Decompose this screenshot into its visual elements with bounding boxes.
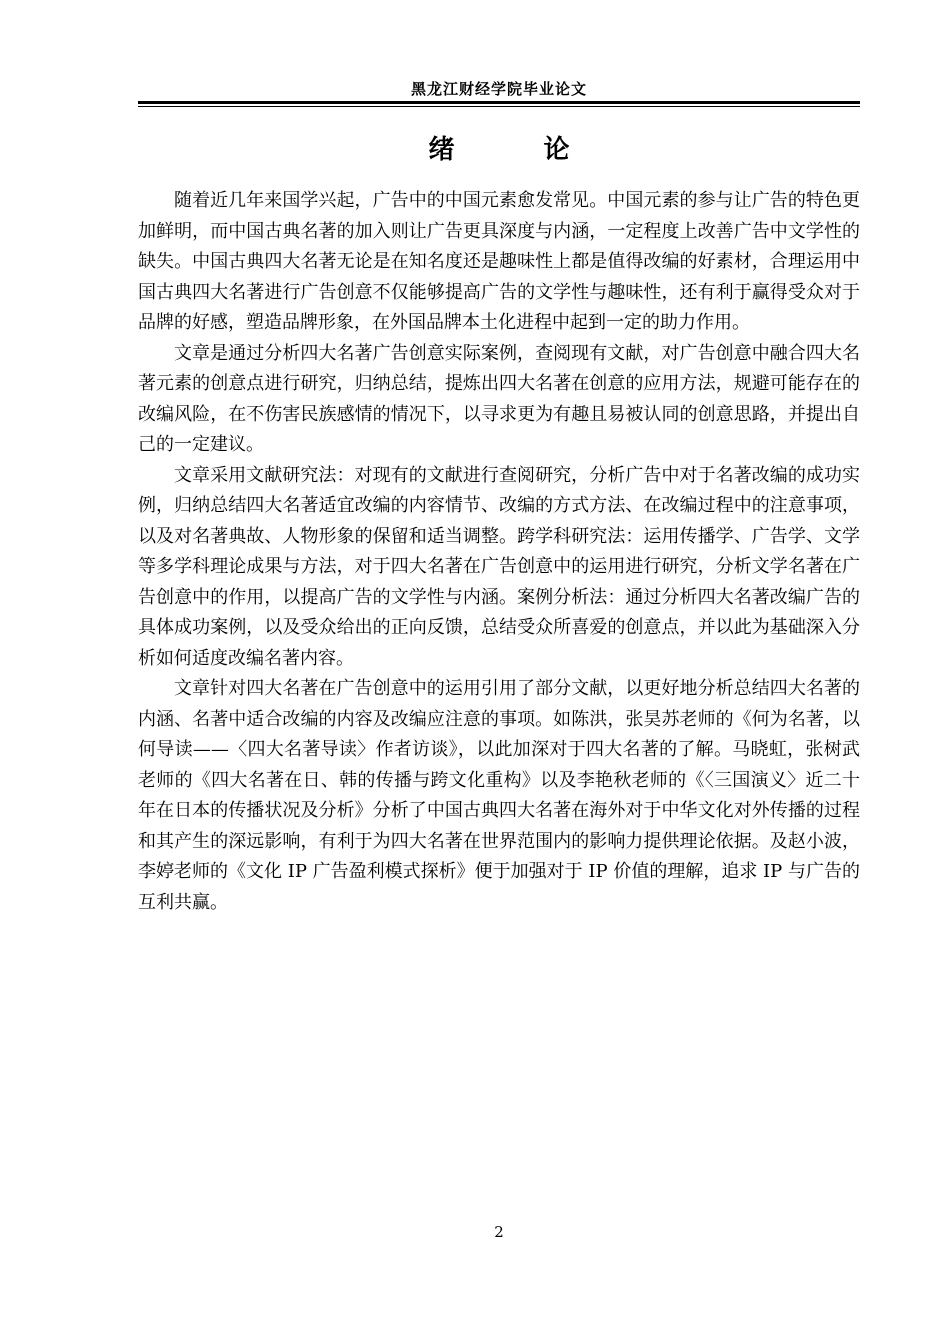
page-number: 2 (494, 1223, 504, 1241)
header-rule-thick (138, 101, 860, 104)
paragraph-3: 文章采用文献研究法：对现有的文献进行查阅研究，分析广告中对于名著改编的成功实例，归纳总结四大名著适宜改编的内容情节、改编的方式方法、在改编过程中的注意事项，以及对名著典故、人物形象的保留和适当调整。跨学科研究法：运用传播学、广告学、文学等多学科理论成果与方法，对于四大名著在广告创意中的运用进行研究，分析文学名著在广告创意中的作用，以提高广告的文学性与内涵。案例分析法：通过分析四大名著改编广告的具体成功案例，以及受众给出的正向反馈，总结受众所喜爱的创意点，并以此为基础深入分析如何适度改编名著内容。 (138, 464, 860, 669)
header-rule-thin (138, 106, 860, 107)
body-text (138, 186, 860, 918)
paragraph-4: 文章针对四大名著在广告创意中的运用引用了部分文献，以更好地分析总结四大名著的内涵、名著中适合改编的内容及改编应注意的事项。如陈洪，张昊苏老师的《何为名著，以何导读——〈四大名著导读〉作者访谈》，以此加深对于四大名著的了解。马晓虹，张树武老师的《四大名著在日、韩的传播与跨文化重构》以及李艳秋老师的《〈三国演义〉近二十年在日本的传播状况及分析》分析了中国古典四大名著在海外对于中华文化对外传播的过程和其产生的深远影响，有利于为四大名著在世界范围内的影响力提供理论依据。及赵小波，李婷老师的《文化 IP 广告盈利模式探析》便于加强对于 IP 价值的理解，追求 IP 与广告的互利共赢。 (138, 678, 860, 913)
paragraph-1: 随着近几年来国学兴起，广告中的中国元素愈发常见。中国元素的参与让广告的特色更加鲜明，而中国古典名著的加入则让广告更具深度与内涵，一定程度上改善广告中文学性的缺失。中国古典四大名著无论是在知名度还是趣味性上都是值得改编的好素材，合理运用中国古典四大名著进行广告创意不仅能够提高广告的文学性与趣味性，还有利于赢得受众对于品牌的好感，塑造品牌形象，在外国品牌本土化进程中起到一定的助力作用。 (138, 190, 860, 333)
header-title: 黑龙江财经学院毕业论文 (410, 80, 587, 98)
page-header (138, 78, 860, 102)
paragraph-2: 文章是通过分析四大名著广告创意实际案例，查阅现有文献，对广告创意中融合四大名著元素的创意点进行研究，归纳总结，提炼出四大名著在创意的应用方法，规避可能存在的改编风险，在不伤害民族感情的情况下，以寻求更为有趣且易被认同的创意思路，并提出自己的一定建议。 (138, 342, 860, 455)
section-title: 绪 论 (428, 135, 610, 165)
